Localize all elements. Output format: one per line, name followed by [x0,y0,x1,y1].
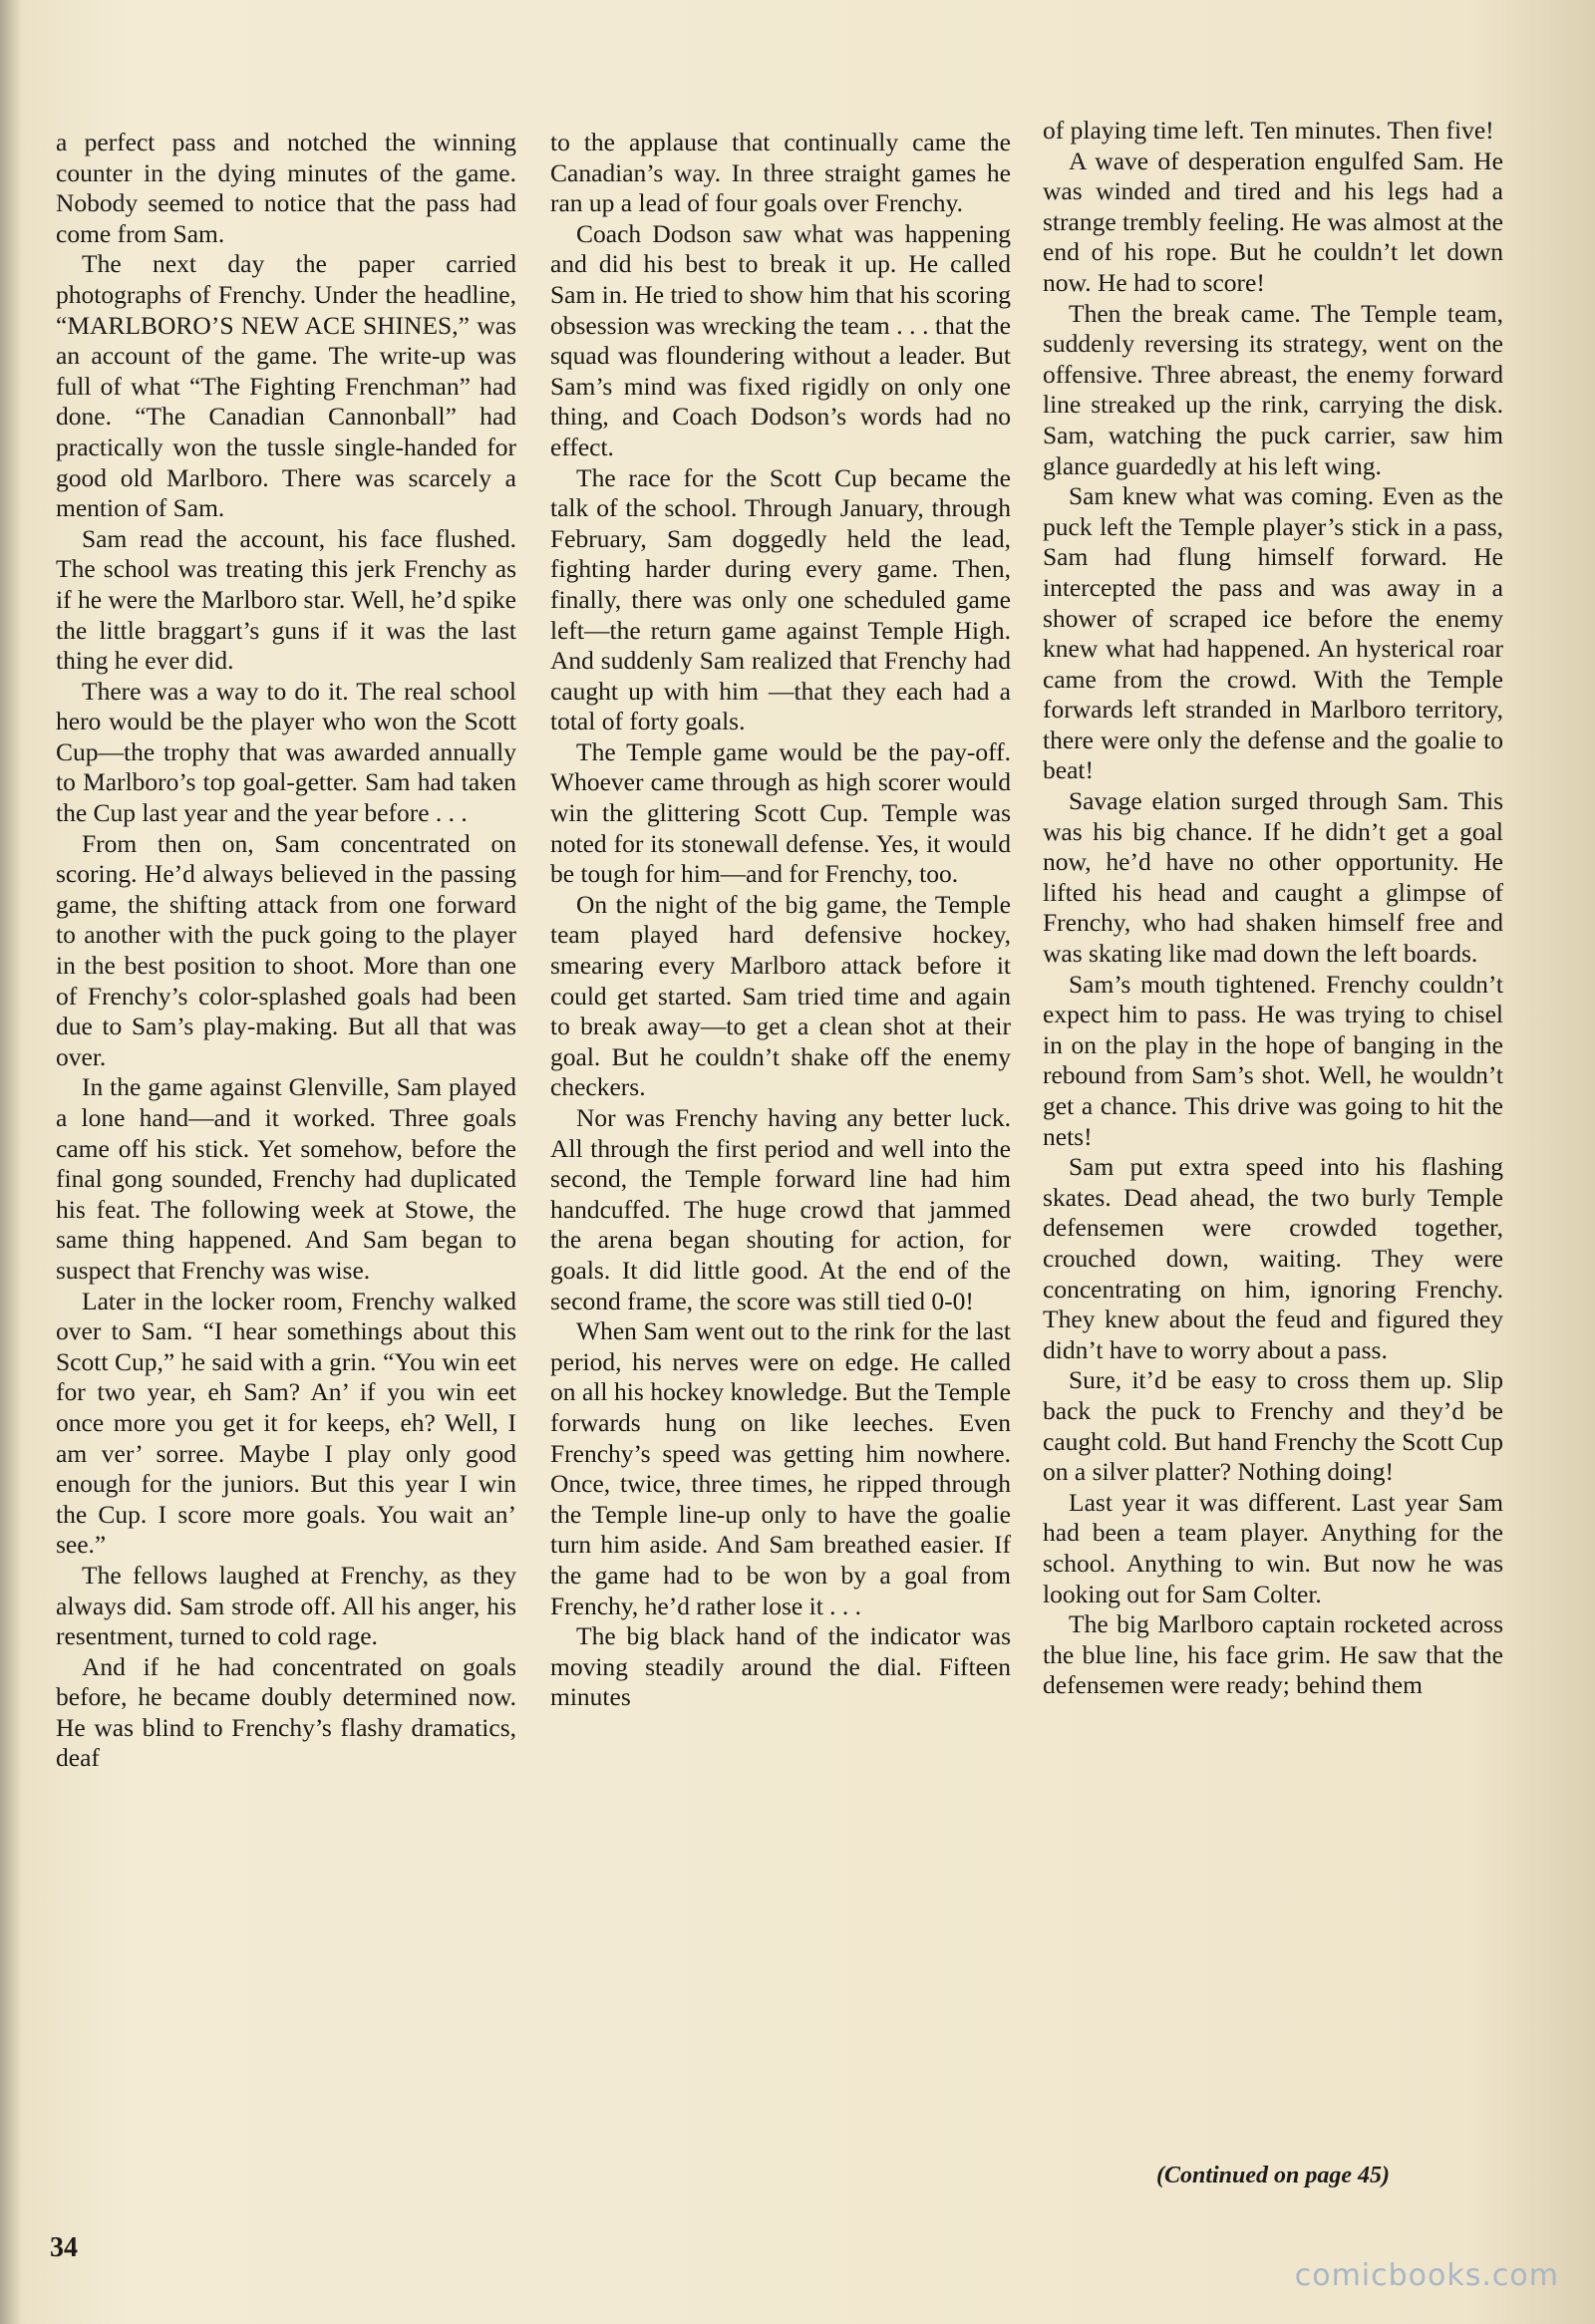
watermark: comicbooks.com [1294,2258,1559,2293]
text-column-1 [56,128,516,1774]
paragraph: When Sam went out to the rink for the last period, his nerves were on edge. He called on all his hockey knowledge. But the Temple forwards hung on like leeches. Even Frenchy’s speed was getting him nowhere. Once, twice, three times, he ripped through the Temple line-up only to have the goalie turn him aside. And Sam breathed easier. If the game had to be won by a goal from Frenchy, he’d rather lose it . . . [550,1316,1011,1620]
paragraph: The fellows laughed at Frenchy, as they always did. Sam strode off. All his anger, his resentment, turned to cold rage. [56,1560,516,1651]
page-number: 34 [50,2232,78,2263]
paragraph: In the game against Glenville, Sam played a lone hand—and it worked. Three goals came off his stick. Yet somehow, before the final gong sounded, Frenchy had duplicated his feat. The following week at Stowe, the same thing happened. And Sam began to suspect that Frenchy was wise. [56,1072,516,1285]
paragraph: Last year it was different. Last year Sam had been a team player. Anything for the school. Anything to win. But now he was looking out for Sam Colter. [1043,1487,1503,1608]
paragraph: The next day the paper carried photographs of Frenchy. Under the headline, “MARLBORO’S NEW ACE SHINES,” was an account of the game. The write-up was full of what “The Fighting Frenchman” had done. “The Canadian Cannonball” had practically won the tussle single-handed for good old Marlboro. There was scarcely a mention of Sam. [56,249,516,523]
paragraph: Sam knew what was coming. Even as the puck left the Temple player’s stick in a pass, Sam had flung himself forward. He intercepted the pass and was away in a shower of scraped ice before the enemy knew what had happened. An hysterical roar came from the crowd. With the Temple forwards left stranded in Marlboro territory, there were only the defense and the goalie to beat! [1043,481,1503,785]
paragraph: The race for the Scott Cup became the talk of the school. Through January, through February, Sam doggedly held the lead, fighting harder during every game. Then, finally, there was only one scheduled game left—the return game against Temple High. And suddenly Sam realized that Frenchy had caught up with him —that they each had a total of forty goals. [550,462,1011,736]
text-column-2 [550,128,1011,1713]
paragraph: a perfect pass and notched the winning counter in the dying minutes of the game. Nobody seemed to notice that the pass had come from Sam. [56,128,516,248]
paragraph: Sam put extra speed into his flashing skates. Dead ahead, the two burly Temple defensemen were crowded together, crouched down, waiting. They were concentrating on him, ignoring Frenchy. They knew about the feud and figured they didn’t have to worry about a pass. [1043,1152,1503,1364]
paragraph: The big Marlboro captain rocketed across the blue line, his face grim. He saw that the defensemen were ready; behind them [1043,1609,1503,1700]
paragraph: Later in the locker room, Frenchy walked over to Sam. “I hear somethings about this Scott Cup,” he said with a grin. “You win eet for two year, eh Sam? An’ if you win eet once more you get it for keeps, eh? Well, I am ver’ sorree. Maybe I play only good enough for the juniors. But this year I win the Cup. I score more goals. You wait an’ see.” [56,1286,516,1560]
paragraph: A wave of desperation engulfed Sam. He was winded and tired and his legs had a strange trembly feeling. He was almost at the end of his rope. But he couldn’t let down now. He had to score! [1043,145,1503,297]
paragraph: The Temple game would be the pay-off. Whoever came through as high scorer would win the glittering Scott Cup. Temple was noted for its stonewall defense. Yes, it would be tough for him—and for Frenchy, too. [550,736,1011,889]
paragraph: And if he had concentrated on goals before, he became doubly determined now. He was blind to Frenchy’s flashy dramatics, deaf [56,1651,516,1773]
paragraph: Sam’s mouth tightened. Frenchy couldn’t expect him to pass. He was trying to chisel in on the play in the hope of banging in the rebound from Sam’s shot. Well, he wouldn’t get a chance. This drive was going to hit the nets! [1043,969,1503,1151]
continued-note: (Continued on page 45) [1155,2163,1391,2188]
paragraph: On the night of the big game, the Temple team played hard defensive hockey, smearing every Marlboro attack before it could get started. Sam tried time and again to break away—to get a clean shot at their goal. But he couldn’t shake off the enemy checkers. [550,889,1011,1102]
paragraph: Savage elation surged through Sam. This was his big chance. If he didn’t get a goal now, he’d have no other opportunity. He lifted his head and caught a glimpse of Frenchy, who had shaken himself free and was skating like mad down the left boards. [1043,786,1503,969]
text-column-3 [1043,116,1503,1701]
paragraph: Sure, it’d be easy to cross them up. Slip back the puck to Frenchy and they’d be caught cold. But hand Frenchy the Scott Cup on a silver platter? Nothing doing! [1043,1365,1503,1487]
paragraph: The big black hand of the indicator was moving steadily around the dial. Fifteen minutes [550,1621,1011,1712]
paragraph: From then on, Sam concentrated on scoring. He’d always believed in the passing game, the shifting attack from one forward to another with the puck going to the player in the best position to shoot. More than one of Frenchy’s color-splashed goals had been due to Sam’s play-making. But all that was over. [56,828,516,1071]
paragraph: of playing time left. Ten minutes. Then five! [1043,116,1494,145]
paragraph: There was a way to do it. The real school hero would be the player who won the Scott Cup—the trophy that was awarded annually to Marlboro’s top goal-getter. Sam had taken the Cup last year and the year before . . . [56,676,516,828]
paragraph: Sam read the account, his face flushed. The school was treating this jerk Frenchy as if he were the Marlboro star. Well, he’d spike the little braggart’s guns if it was the last thing he ever did. [56,523,517,676]
page-edge-shadow [0,0,22,2324]
paragraph: Nor was Frenchy having any better luck. All through the first period and well into the second, the Temple forward line had him handcuffed. The huge crowd that jammed the arena began shouting for action, for goals. It did little good. At the end of the second frame, the score was still tied 0-0! [550,1103,1011,1315]
paragraph: Coach Dodson saw what was happening and did his best to break it up. He called Sam in. He tried to show him that his scoring obsession was wrecking the team . . . that the squad was floundering without a leader. But Sam’s mind was fixed rigidly on only one thing, and Coach Dodson’s words had no effect. [550,218,1011,461]
paragraph: Then the break came. The Temple team, suddenly reversing its strategy, went on the offensive. Three abreast, the enemy forward line streaked up the rink, carrying the disk. Sam, watching the puck carrier, saw him glance guardedly at his left wing. [1043,298,1503,480]
paragraph: to the applause that continually came the Canadian’s way. In three straight games he ran up a lead of four goals over Frenchy. [550,128,1011,218]
